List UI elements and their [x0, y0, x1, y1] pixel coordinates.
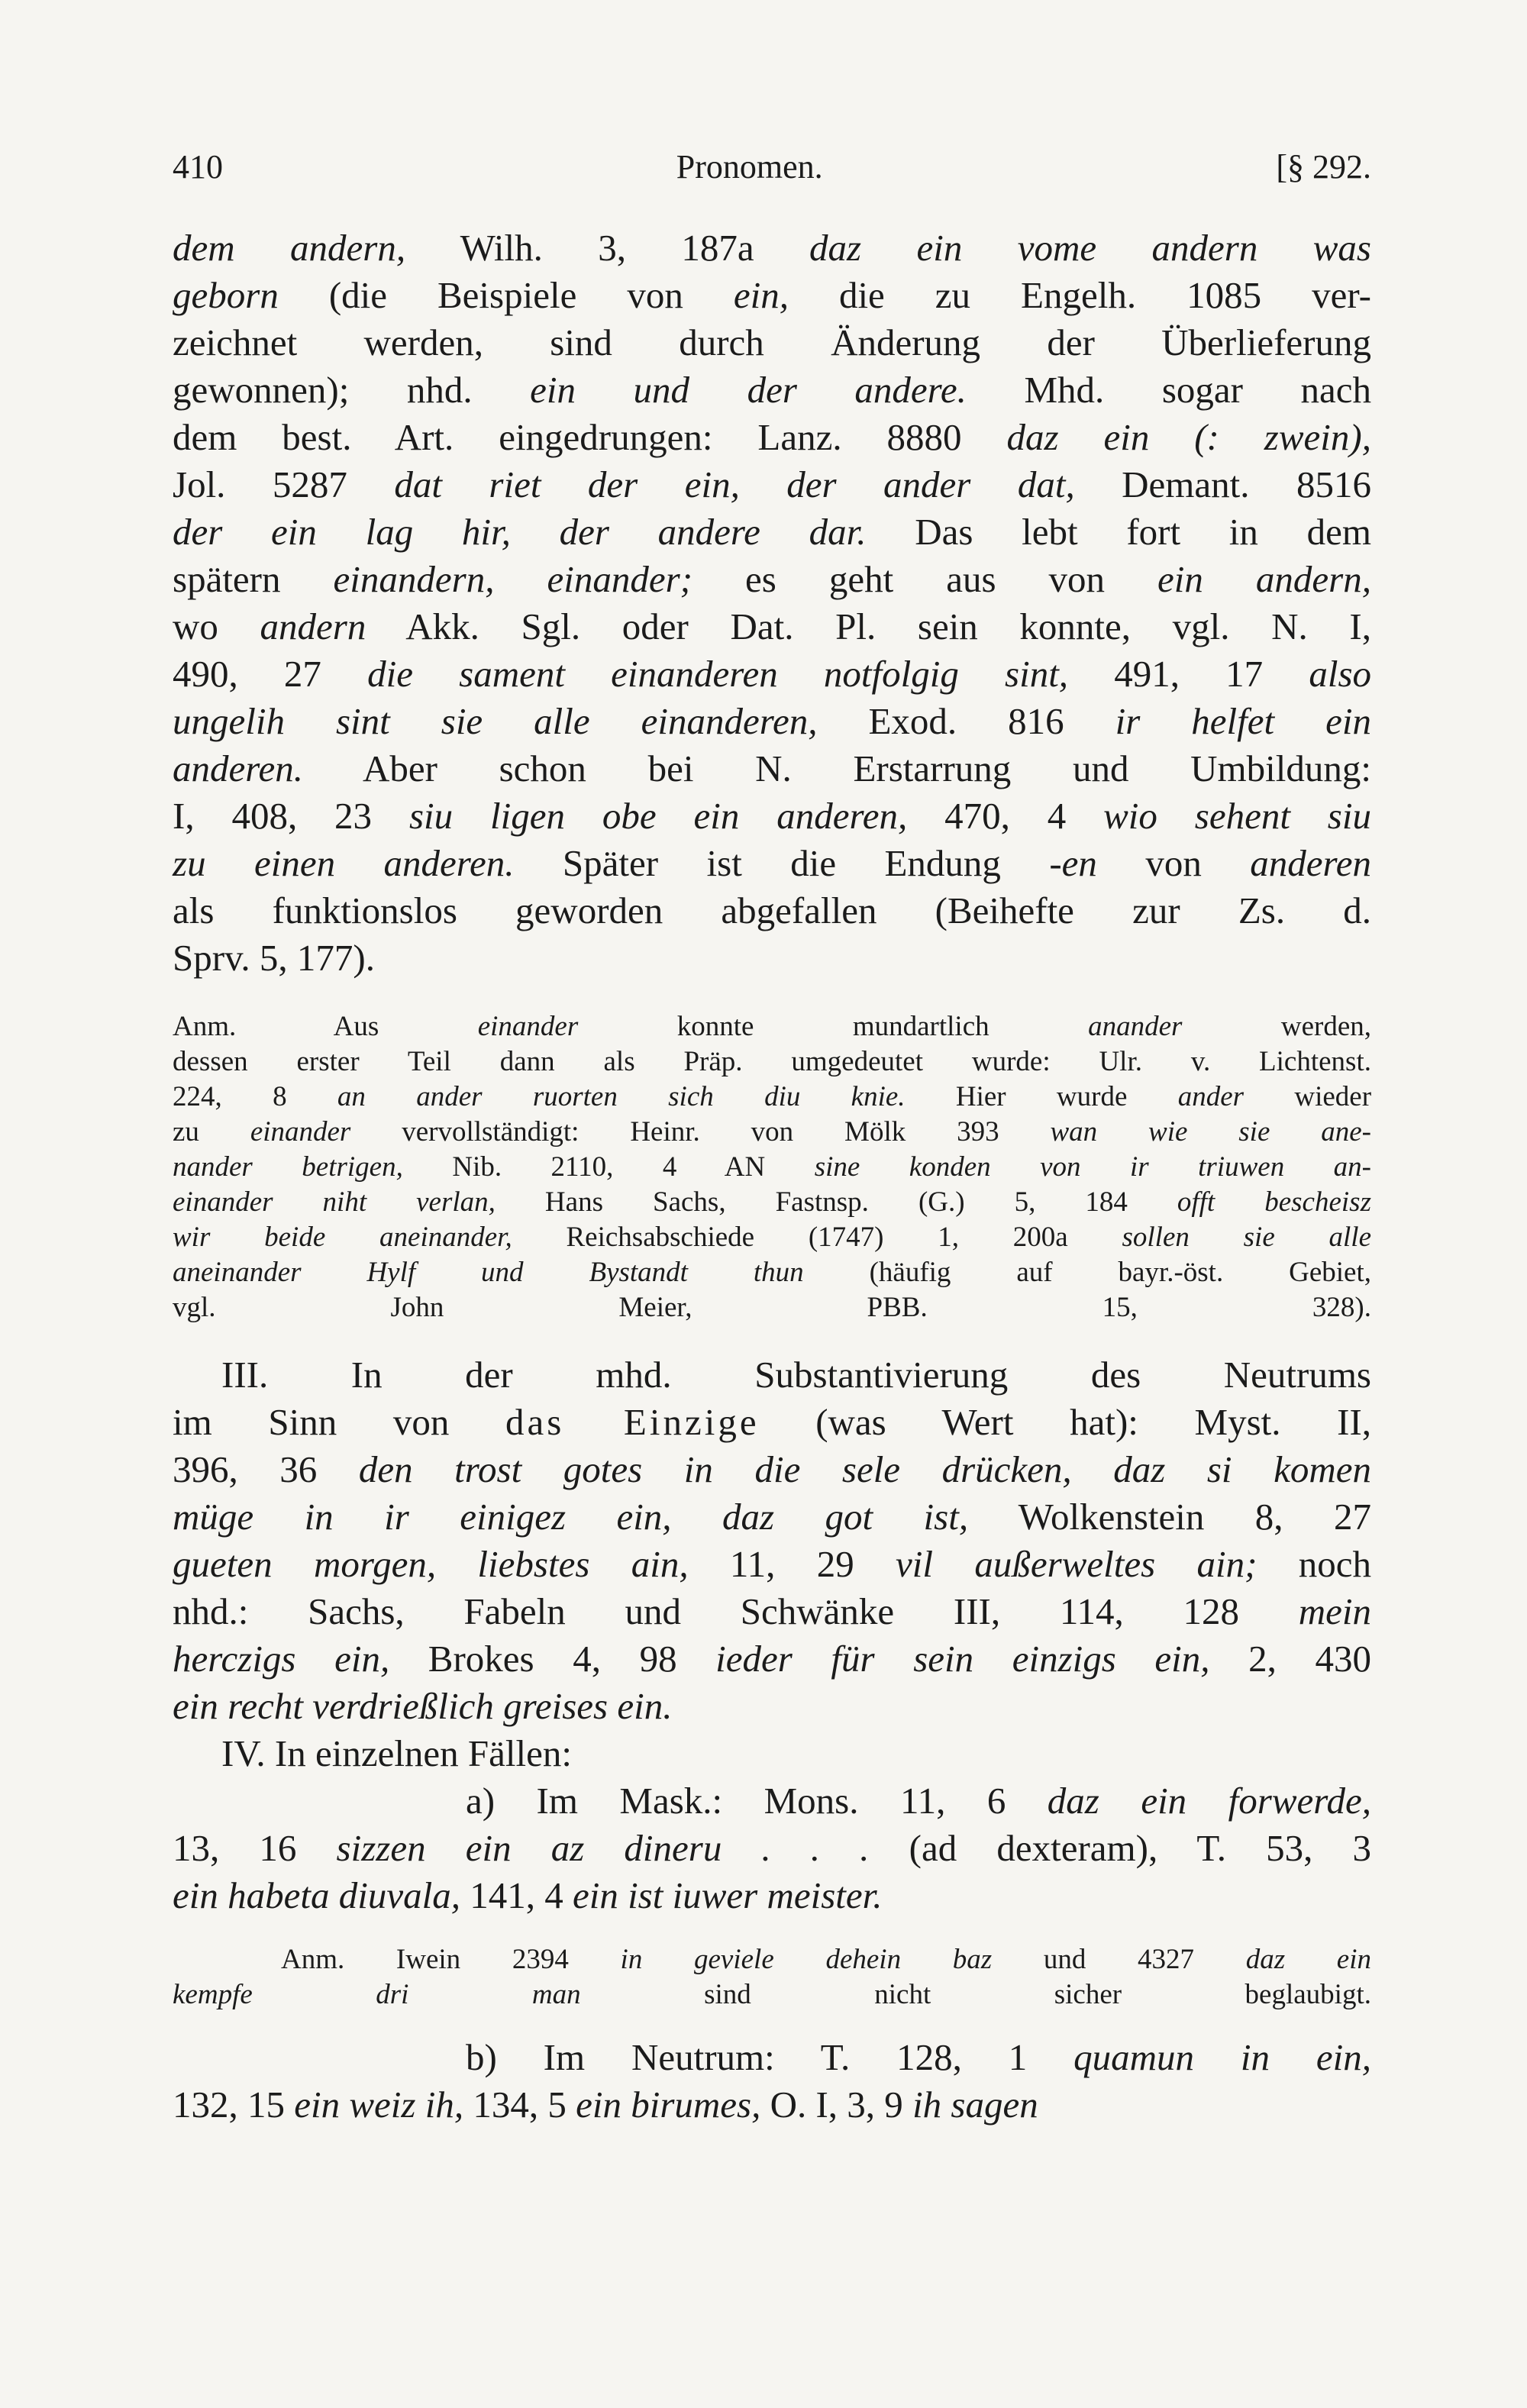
text-segment: dem best. Art. eingedrungen: Lanz. 8880 [173, 416, 1007, 458]
italic-citation: quamun in ein, [1073, 2036, 1371, 2078]
text-segment: 134, 5 [463, 2084, 576, 2126]
italic-citation: vil außerweltes ain; [896, 1543, 1257, 1585]
text-line [173, 414, 1371, 461]
text-segment: I, 408, 23 [173, 795, 409, 837]
text-segment: zeichnet werden, sind durch Änderung der Überlieferung [173, 321, 1371, 363]
text-line [173, 650, 1371, 698]
text-segment: 396, 36 [173, 1448, 359, 1490]
italic-citation: ir helfet ein [1115, 700, 1371, 742]
note-iwein [173, 1942, 1371, 2013]
text-line [173, 508, 1371, 556]
italic-citation: wio sehent siu [1103, 795, 1371, 837]
italic-citation: einander [477, 1011, 579, 1042]
spaced-emphasis: das Einzige [505, 1401, 760, 1443]
text-line [173, 1150, 1371, 1185]
text-line [173, 887, 1371, 934]
running-title: Pronomen. [676, 147, 823, 186]
text-segment: wo [173, 605, 260, 647]
text-segment: Wilh. 3, 187a [405, 227, 810, 269]
text-segment: 224, 8 [173, 1081, 337, 1112]
text-line [173, 2081, 1371, 2129]
paragraph-IV-einzelne-faelle [173, 1730, 1371, 1777]
text-segment: Demant. 8516 [1074, 463, 1371, 505]
italic-citation: geborn [173, 274, 279, 316]
italic-citation: ieder für sein einzigs ein, [715, 1638, 1210, 1680]
italic-citation: zu einen anderen. [173, 842, 515, 884]
text-segment: 491, 17 [1068, 653, 1309, 695]
italic-citation: die sament einanderen notfolgig sint, [367, 653, 1069, 695]
italic-citation: anander [1088, 1011, 1183, 1042]
text-line [173, 1942, 1371, 1977]
text-line [173, 745, 1371, 792]
text-segment: Aber schon bei N. Erstarrung und Umbildung: [303, 747, 1371, 789]
text-segment: Wolkenstein 8, 27 [968, 1496, 1371, 1538]
text-line [173, 792, 1371, 840]
text-segment: 13, 16 [173, 1827, 337, 1869]
text-segment: (was Wert hat): Myst. II, [759, 1401, 1372, 1443]
text-line [173, 1399, 1371, 1446]
italic-citation: ih sagen [912, 2084, 1038, 2126]
text-segment: nhd.: Sachs, Fabeln und Schwänke III, 114, 128 [173, 1590, 1299, 1632]
italic-citation: offt bescheisz [1177, 1186, 1371, 1218]
italic-citation: anderen [1250, 842, 1371, 884]
text-segment: Hier wurde [905, 1081, 1178, 1112]
italic-citation: einandern, einander; [333, 558, 692, 600]
italic-citation: ein birumes, [576, 2084, 761, 2126]
text-line [173, 224, 1371, 272]
text-line [173, 366, 1371, 414]
italic-citation: ein andern, [1157, 558, 1371, 600]
italic-citation: ein, [733, 274, 789, 316]
text-segment: Exod. 816 [817, 700, 1115, 742]
page-body [173, 224, 1371, 2129]
text-segment: 2, 430 [1209, 1638, 1371, 1680]
text-segment: (die Beispiele von [278, 274, 734, 316]
text-segment: 470, 4 [907, 795, 1104, 837]
text-line [173, 603, 1371, 650]
italic-citation: der ein lag hir, der andere dar. [173, 511, 867, 553]
text-line [173, 1541, 1371, 1588]
text-segment: wieder [1244, 1081, 1372, 1112]
text-line [173, 1290, 1371, 1325]
text-segment: Akk. Sgl. oder Dat. Pl. sein konnte, vgl. N. I, [366, 605, 1372, 647]
italic-citation: ein habeta diuvala, [173, 1874, 460, 1916]
text-line [173, 934, 1371, 982]
italic-citation: ein ist iuwer meister. [572, 1874, 883, 1916]
text-segment: und 4327 [992, 1944, 1246, 1975]
text-line [173, 1825, 1371, 1872]
italic-citation: müge in ir einigez ein, daz got ist, [173, 1496, 969, 1538]
text-line [173, 1255, 1371, 1290]
text-segment: Reichsabschiede (1747) 1, 200a [512, 1222, 1122, 1253]
text-segment: O. I, 3, 9 [760, 2084, 913, 2126]
italic-citation: aneinander Hylf und Bystandt thun [173, 1257, 804, 1288]
italic-citation: -en [1049, 842, 1097, 884]
italic-citation: andern [260, 605, 366, 647]
text-segment: Mhd. sogar nach [966, 369, 1371, 411]
paragraph-b-neutrum [173, 2034, 1371, 2129]
italic-citation: sollen sie alle [1122, 1222, 1372, 1253]
italic-citation: wir beide aneinander, [173, 1222, 512, 1253]
italic-citation: ein und der andere. [530, 369, 967, 411]
text-line [173, 1730, 1371, 1777]
text-line [173, 2034, 1371, 2081]
text-line [173, 1872, 1371, 1919]
text-line [173, 1977, 1371, 2013]
text-line [173, 1080, 1371, 1115]
text-line [173, 1044, 1371, 1080]
text-segment: vervollständigt: Heinr. von Mölk 393 [350, 1116, 1051, 1148]
text-segment: von [1096, 842, 1251, 884]
italic-citation: ein weiz ih, [294, 2084, 464, 2126]
text-segment: es geht aus von [692, 558, 1158, 600]
italic-citation: dem andern, [173, 227, 406, 269]
text-segment: Sprv. 5, 177). [173, 937, 375, 979]
text-line [173, 1683, 1371, 1730]
text-segment: vgl. John Meier, PBB. 15, 328). [173, 1292, 1371, 1323]
italic-citation: den trost gotes in die sele drücken, daz si komen [358, 1448, 1371, 1490]
text-segment: a) Im Mask.: Mons. 11, 6 [466, 1780, 1048, 1822]
text-segment: als funktionslos geworden abgefallen (Beihefte zur Zs. d. [173, 889, 1371, 931]
text-segment: sind nicht sicher beglaubigt. [580, 1979, 1371, 2010]
text-line [173, 1493, 1371, 1541]
text-segment: (ad dexteram), T. 53, 3 [869, 1827, 1371, 1869]
italic-citation: ander [1177, 1081, 1245, 1112]
text-line [173, 272, 1371, 319]
text-segment: (häufig auf bayr.-öst. Gebiet, [803, 1257, 1371, 1288]
italic-citation: kempfe dri man [173, 1979, 581, 2010]
text-segment: Anm. Iwein 2394 [281, 1944, 621, 1975]
text-segment: b) Im Neutrum: T. 128, 1 [466, 2036, 1074, 2078]
italic-citation: daz ein (: zwein), [1006, 416, 1371, 458]
text-segment: spätern [173, 558, 334, 600]
italic-citation: anderen. [173, 747, 303, 789]
text-segment: Brokes 4, 98 [389, 1638, 716, 1680]
text-segment: zu [173, 1116, 250, 1148]
italic-citation: in geviele dehein baz [620, 1944, 993, 1975]
paragraph-a-maskulinum [173, 1777, 1371, 1919]
text-segment: dessen erster Teil dann als Präp. umgedeutet wurde: Ulr. v. Lichtenst. [173, 1046, 1371, 1077]
text-segment: 11, 29 [688, 1543, 896, 1585]
italic-citation: siu ligen obe ein anderen, [408, 795, 908, 837]
italic-citation: an ander ruorten sich diu knie. [337, 1081, 906, 1112]
text-line [173, 1588, 1371, 1635]
text-segment: Das lebt fort in dem [866, 511, 1372, 553]
text-segment: konnte mundartlich [578, 1011, 1089, 1042]
italic-citation: daz ein vome andern was [809, 227, 1371, 269]
italic-citation: daz ein [1245, 1944, 1372, 1975]
text-segment: 132, 15 [173, 2084, 295, 2126]
text-line [173, 556, 1371, 603]
paragraph-plural-use [173, 224, 1371, 982]
italic-citation: gueten morgen, liebstes ain, [173, 1543, 689, 1585]
text-line [173, 461, 1371, 508]
text-line [173, 1220, 1371, 1255]
italic-citation: nander betrigen, [173, 1151, 403, 1183]
italic-citation: ungelih sint sie alle einanderen, [173, 700, 818, 742]
text-line [173, 840, 1371, 887]
note-einander [173, 1009, 1371, 1325]
italic-citation: sizzen ein az dineru . . . [336, 1827, 870, 1869]
paragraph-III-substantivierung [173, 1351, 1371, 1730]
text-segment: Jol. 5287 [173, 463, 395, 505]
text-segment: im Sinn von [173, 1401, 505, 1443]
text-segment: die zu Engelh. 1085 ver- [788, 274, 1371, 316]
italic-citation: also [1309, 653, 1372, 695]
italic-citation: herczigs ein, [173, 1638, 390, 1680]
text-line [173, 1351, 1371, 1399]
text-segment: Hans Sachs, Fastnsp. (G.) 5, 184 [495, 1186, 1177, 1218]
text-segment: werden, [1182, 1011, 1371, 1042]
text-line [173, 1115, 1371, 1150]
italic-citation: mein [1298, 1590, 1371, 1632]
text-segment: IV. In einzelnen Fällen: [221, 1732, 573, 1774]
italic-citation: dat riet der ein, der ander dat, [394, 463, 1075, 505]
text-segment: 490, 27 [173, 653, 368, 695]
italic-citation: sine konden von ir triuwen an- [814, 1151, 1371, 1183]
text-segment: Anm. Aus [173, 1011, 478, 1042]
text-line [173, 1777, 1371, 1825]
text-segment: Nib. 2110, 4 AN [402, 1151, 815, 1183]
italic-citation: einander niht verlan, [173, 1186, 496, 1218]
italic-citation: daz ein forwerde, [1047, 1780, 1371, 1822]
text-segment: III. In der mhd. Substantivierung des Neutrums [221, 1354, 1371, 1396]
text-segment: Später ist die Endung [514, 842, 1050, 884]
text-line [173, 1635, 1371, 1683]
italic-citation: wan wie sie ane- [1050, 1116, 1371, 1148]
text-line [173, 1446, 1371, 1493]
section-number: [§ 292. [1276, 147, 1371, 186]
text-segment: noch [1257, 1543, 1371, 1585]
text-line [173, 319, 1371, 366]
text-segment: 141, 4 [460, 1874, 573, 1916]
page-header [173, 136, 1371, 197]
text-segment: gewonnen); nhd. [173, 369, 531, 411]
page-number: 410 [173, 147, 223, 186]
italic-citation: ein recht verdrießlich greises ein. [173, 1685, 673, 1727]
text-line [173, 1009, 1371, 1044]
text-line [173, 1185, 1371, 1220]
text-line [173, 698, 1371, 745]
italic-citation: einander [250, 1116, 351, 1148]
